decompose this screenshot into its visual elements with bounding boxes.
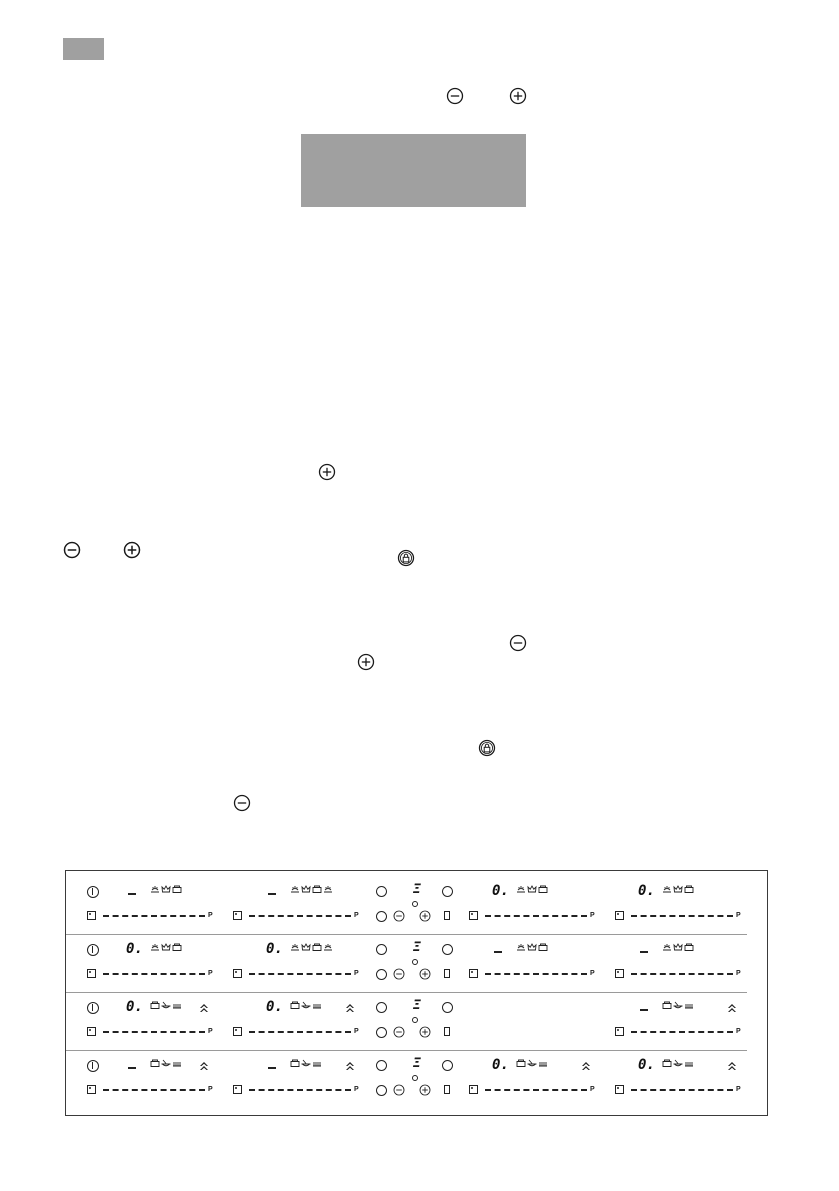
- timer-display: Ξ: [413, 940, 421, 955]
- pause-key: [442, 1060, 453, 1071]
- crown-icon: [161, 884, 171, 894]
- power-slider: [485, 915, 587, 917]
- bridge-key: [444, 1027, 450, 1036]
- crown-icon: [673, 942, 683, 952]
- zone-level-dash: [268, 1067, 276, 1069]
- keepwarm-icon: [323, 942, 333, 952]
- lock-icon: [478, 739, 496, 757]
- zone-select-key: [615, 1027, 624, 1036]
- pot-icon: [538, 884, 548, 894]
- zone-level-display: 0.: [126, 941, 143, 957]
- pause-key: [442, 944, 453, 955]
- zone-select-key: [469, 1085, 478, 1094]
- timer-plus-key: [419, 1026, 431, 1038]
- minus-icon: [233, 794, 251, 812]
- timer-minus-key: [393, 910, 405, 922]
- pot-icon: [684, 884, 694, 894]
- minus-icon: [446, 87, 464, 105]
- power-slider: [631, 1031, 733, 1033]
- bridge-key: [444, 969, 450, 978]
- zone-select-key: [87, 969, 96, 978]
- slider-end-label: P: [736, 1028, 741, 1035]
- pot-icon: [172, 884, 182, 894]
- stopgo-key: [376, 969, 387, 980]
- power-button: [87, 886, 99, 898]
- crown-icon: [161, 942, 171, 952]
- fry-icon: [161, 1058, 171, 1068]
- power-slider: [249, 973, 351, 975]
- keepwarm-icon: [516, 884, 526, 894]
- lock-key: [376, 886, 387, 897]
- row-separator: [66, 934, 747, 935]
- slider-end-label: P: [208, 1028, 213, 1035]
- plus-icon: [318, 463, 336, 481]
- zone-level-display: 0.: [638, 883, 655, 899]
- stopgo-key: [376, 1085, 387, 1096]
- lock-key: [376, 1060, 387, 1071]
- power-slider: [103, 915, 205, 917]
- zone-level-dash: [640, 1009, 648, 1011]
- stopgo-key: [376, 1027, 387, 1038]
- crown-icon: [527, 942, 537, 952]
- slider-end-label: P: [354, 970, 359, 977]
- grey-placeholder-box: [301, 134, 526, 207]
- boost-icon: [581, 1061, 591, 1071]
- zone-select-key: [469, 969, 478, 978]
- fry-icon: [301, 1058, 311, 1068]
- plus-icon: [509, 87, 527, 105]
- zone-level-dash: [494, 951, 502, 953]
- crown-icon: [673, 884, 683, 894]
- pot-icon: [312, 942, 322, 952]
- boost-icon: [345, 1061, 355, 1071]
- pot-icon: [312, 884, 322, 894]
- boost-icon: [345, 1003, 355, 1013]
- zone-select-key: [615, 1085, 624, 1094]
- minus-icon: [63, 541, 81, 559]
- pot-icon: [290, 1000, 300, 1010]
- power-slider: [631, 1089, 733, 1091]
- grill-icon: [172, 1000, 182, 1010]
- grill-icon: [538, 1058, 548, 1068]
- slider-end-label: P: [736, 1086, 741, 1093]
- lock-icon: [397, 549, 415, 567]
- bridge-key: [444, 1085, 450, 1094]
- power-slider: [103, 973, 205, 975]
- minus-icon: [509, 634, 527, 652]
- boost-icon: [727, 1061, 737, 1071]
- timer-clock-icon: [412, 901, 418, 907]
- pause-key: [442, 886, 453, 897]
- fry-icon: [527, 1058, 537, 1068]
- power-slider: [103, 1031, 205, 1033]
- keepwarm-icon: [150, 884, 160, 894]
- power-button: [87, 1002, 99, 1014]
- grill-icon: [684, 1058, 694, 1068]
- timer-minus-key: [393, 1084, 405, 1096]
- zone-select-key: [615, 911, 624, 920]
- boost-icon: [199, 1061, 209, 1071]
- pot-icon: [538, 942, 548, 952]
- grill-icon: [684, 1000, 694, 1010]
- zone-level-display: 0.: [638, 1057, 655, 1073]
- power-slider: [249, 915, 351, 917]
- keepwarm-icon: [150, 942, 160, 952]
- fry-icon: [301, 1000, 311, 1010]
- keepwarm-icon: [662, 942, 672, 952]
- keepwarm-icon: [290, 942, 300, 952]
- zone-select-key: [615, 969, 624, 978]
- power-slider: [485, 973, 587, 975]
- zone-level-display: 0.: [126, 999, 143, 1015]
- power-slider: [249, 1089, 351, 1091]
- control-panel-diagram: [65, 870, 768, 1116]
- zone-level-display: 0.: [492, 1057, 509, 1073]
- slider-end-label: P: [736, 912, 741, 919]
- pot-icon: [662, 1000, 672, 1010]
- zone-select-key: [233, 1085, 242, 1094]
- pot-icon: [150, 1058, 160, 1068]
- slider-end-label: P: [208, 912, 213, 919]
- lock-key: [376, 1002, 387, 1013]
- pause-key: [442, 1002, 453, 1013]
- pot-icon: [662, 1058, 672, 1068]
- zone-level-display: 0.: [266, 941, 283, 957]
- power-button: [87, 944, 99, 956]
- row-separator: [66, 1050, 747, 1051]
- crown-icon: [527, 884, 537, 894]
- keepwarm-icon: [662, 884, 672, 894]
- timer-display: Ξ: [413, 1056, 421, 1071]
- timer-display: Ξ: [413, 882, 421, 897]
- zone-select-key: [233, 911, 242, 920]
- slider-end-label: P: [354, 1028, 359, 1035]
- row-separator: [66, 992, 747, 993]
- slider-end-label: P: [590, 970, 595, 977]
- boost-icon: [727, 1003, 737, 1013]
- keepwarm-icon: [516, 942, 526, 952]
- pot-icon: [684, 942, 694, 952]
- zone-select-key: [87, 1027, 96, 1036]
- grill-icon: [312, 1058, 322, 1068]
- crown-icon: [301, 884, 311, 894]
- timer-clock-icon: [412, 1017, 418, 1023]
- timer-clock-icon: [412, 959, 418, 965]
- timer-plus-key: [419, 910, 431, 922]
- zone-select-key: [87, 1085, 96, 1094]
- zone-select-key: [469, 911, 478, 920]
- power-slider: [485, 1089, 587, 1091]
- power-button: [87, 1060, 99, 1072]
- pot-icon: [290, 1058, 300, 1068]
- fry-icon: [673, 1058, 683, 1068]
- power-slider: [631, 915, 733, 917]
- zone-select-key: [233, 1027, 242, 1036]
- zone-level-dash: [128, 1067, 136, 1069]
- plus-icon: [357, 653, 375, 671]
- slider-end-label: P: [208, 1086, 213, 1093]
- zone-level-dash: [128, 893, 136, 895]
- lock-key: [376, 944, 387, 955]
- timer-minus-key: [393, 1026, 405, 1038]
- grill-icon: [312, 1000, 322, 1010]
- bridge-key: [444, 911, 450, 920]
- section-tab-marker: [63, 38, 104, 60]
- stopgo-key: [376, 911, 387, 922]
- plus-icon: [123, 541, 141, 559]
- pot-icon: [516, 1058, 526, 1068]
- zone-level-display: 0.: [266, 999, 283, 1015]
- boost-icon: [199, 1003, 209, 1013]
- slider-end-label: P: [590, 1086, 595, 1093]
- power-slider: [103, 1089, 205, 1091]
- timer-plus-key: [419, 1084, 431, 1096]
- power-slider: [631, 973, 733, 975]
- grill-icon: [172, 1058, 182, 1068]
- keepwarm-icon: [323, 884, 333, 894]
- crown-icon: [301, 942, 311, 952]
- timer-minus-key: [393, 968, 405, 980]
- pot-icon: [150, 1000, 160, 1010]
- zone-select-key: [233, 969, 242, 978]
- timer-plus-key: [419, 968, 431, 980]
- timer-display: Ξ: [413, 998, 421, 1013]
- fry-icon: [673, 1000, 683, 1010]
- zone-level-dash: [640, 951, 648, 953]
- fry-icon: [161, 1000, 171, 1010]
- power-slider: [249, 1031, 351, 1033]
- slider-end-label: P: [208, 970, 213, 977]
- keepwarm-icon: [290, 884, 300, 894]
- slider-end-label: P: [590, 912, 595, 919]
- zone-level-dash: [268, 893, 276, 895]
- pot-icon: [172, 942, 182, 952]
- slider-end-label: P: [354, 912, 359, 919]
- timer-clock-icon: [412, 1075, 418, 1081]
- zone-level-display: 0.: [492, 883, 509, 899]
- slider-end-label: P: [736, 970, 741, 977]
- slider-end-label: P: [354, 1086, 359, 1093]
- zone-select-key: [87, 911, 96, 920]
